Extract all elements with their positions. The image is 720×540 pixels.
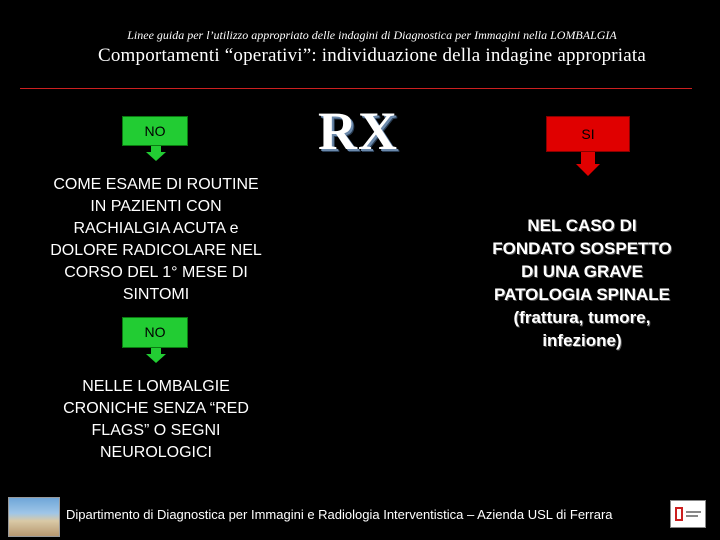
header-subtitle: Linee guida per l’utilizzo appropriato delle indagini di Diagnostica per Immagini nella LOMBALGIA bbox=[127, 28, 617, 42]
left-text-chronic: NELLE LOMBALGIE CRONICHE SENZA “RED FLAGS” O SEGNI NEUROLOGICI bbox=[63, 378, 249, 461]
rx-label: RX bbox=[318, 101, 398, 161]
no-label-top: NO bbox=[144, 123, 166, 139]
no-label-bottom: NO bbox=[144, 324, 166, 340]
arrow-down-red-stem bbox=[581, 152, 595, 164]
si-label: SI bbox=[581, 126, 595, 142]
usl-logo-icon bbox=[670, 500, 706, 528]
footer-text: Dipartimento di Diagnostica per Immagini e Radiologia Interventistica – Azienda USL di Ferrara bbox=[66, 507, 613, 522]
no-box-bottom bbox=[122, 317, 188, 348]
arrow-down-green-icon-bottom bbox=[146, 354, 166, 363]
slide-title: Comportamenti “operativi”: individuazione della indagine appropriata bbox=[97, 45, 647, 66]
arrow-down-green-icon-top bbox=[146, 152, 166, 161]
si-box bbox=[546, 116, 630, 152]
left-text-routine: COME ESAME DI ROUTINE IN PAZIENTI CON RACHIALGIA ACUTA e DOLORE RADICOLARE NEL CORSO DEL 1° MESE DI SINTOMI bbox=[50, 176, 262, 303]
no-box-top bbox=[122, 116, 188, 146]
arrow-down-red-icon bbox=[576, 164, 600, 176]
right-text-severe: NEL CASO DI FONDATO SOSPETTO DI UNA GRAVE PATOLOGIA SPINALE (frattura, tumore, infezione) bbox=[492, 216, 672, 350]
hospital-logo-image bbox=[8, 497, 60, 537]
title-divider bbox=[20, 88, 692, 89]
